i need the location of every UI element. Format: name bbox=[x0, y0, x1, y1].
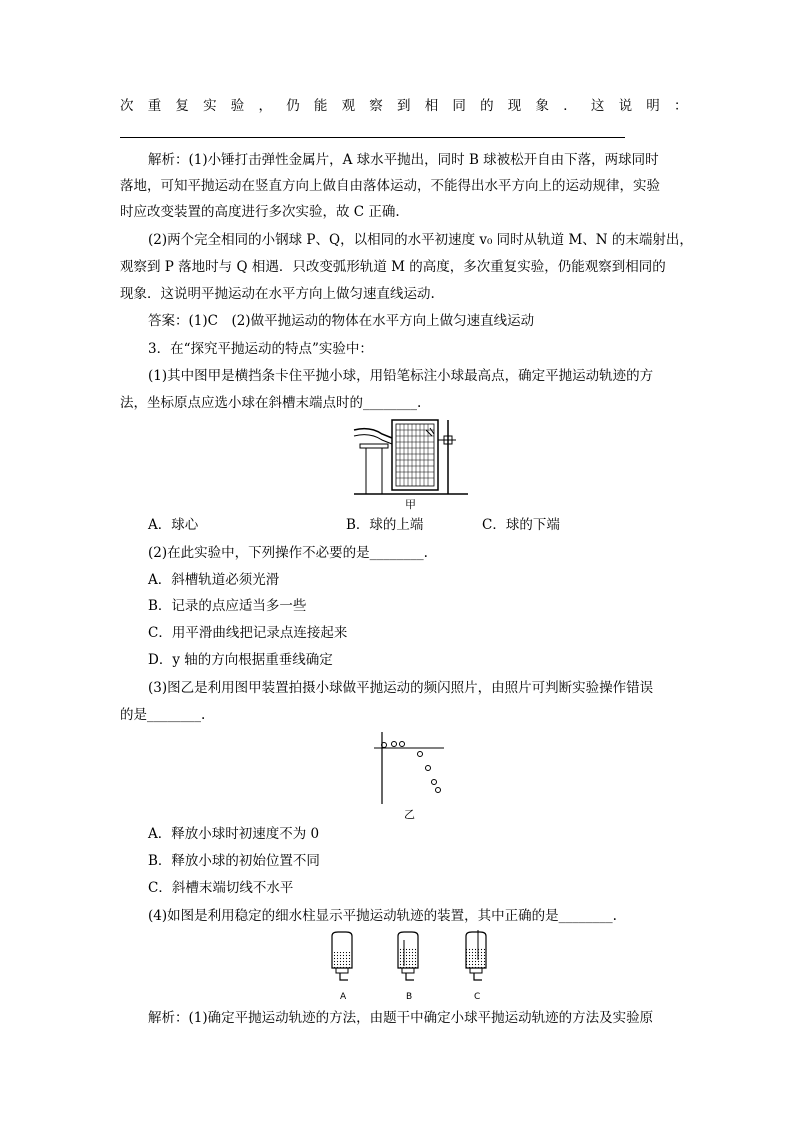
water-bottles-figure bbox=[324, 930, 496, 992]
text-line: 的是________. bbox=[120, 707, 206, 723]
text-line: (2)在此实验中，下列操作不必要的是________. bbox=[148, 545, 428, 561]
text-line: 法，坐标原点应选小球在斜槽末端点时的________. bbox=[120, 395, 422, 411]
text-line: 解析：(1)确定平抛运动轨迹的方法，由题干中确定小球平抛运动轨迹的方法及实验原 bbox=[148, 1010, 654, 1026]
answer-blank-line bbox=[120, 137, 625, 138]
text-line: 落地，可知平抛运动在竖直方向上做自由落体运动，不能得出水平方向上的运动规律，实验 bbox=[120, 178, 660, 194]
option-a: A．释放小球时初速度不为 0 bbox=[148, 826, 320, 842]
strobe-photo-figure-yi bbox=[372, 730, 448, 806]
figure-caption: 甲 bbox=[405, 498, 416, 511]
figure-caption: 乙 bbox=[404, 808, 415, 821]
text-line: 观察到 P 落地时与 Q 相遇．只改变弧形轨道 M 的高度，多次重复实验，仍能观察到相同的 bbox=[120, 259, 666, 275]
text-line: 时应改变装置的高度进行多次实验，故 C 正确. bbox=[120, 204, 400, 220]
text-line: 解析：(1)小锤打击弹性金属片，A 球水平抛出，同时 B 球被松开自由下落，两球同时 bbox=[148, 152, 659, 168]
question-heading: 3．在“探究平抛运动的特点”实验中： bbox=[148, 341, 373, 357]
text-line: 现象．这说明平抛运动在水平方向上做匀速直线运动. bbox=[120, 286, 435, 302]
option-c: C．斜槽末端切线不水平 bbox=[148, 880, 294, 896]
text-line: (2)两个完全相同的小钢球 P、Q，以相同的水平初速度 v₀ 同时从轨道 M、N 的末端射出， bbox=[148, 232, 693, 248]
option-d: D．y 轴的方向根据重垂线确定 bbox=[148, 652, 333, 668]
bottle-c-icon bbox=[466, 930, 486, 980]
bottle-a-icon bbox=[332, 932, 352, 980]
text-line: 次重复实验，仍能观察到相同的现象．这说明： bbox=[120, 98, 702, 114]
option-a: A．斜槽轨道必须光滑 bbox=[148, 572, 280, 588]
option-a: A．球心 bbox=[148, 517, 199, 533]
apparatus-figure-jia bbox=[352, 416, 470, 496]
option-b: B．球的上端 bbox=[346, 517, 424, 533]
bottle-b-icon bbox=[398, 932, 418, 980]
figure-label-c: C bbox=[474, 992, 481, 1002]
option-c: C．用平滑曲线把记录点连接起来 bbox=[148, 625, 348, 641]
text-line: (1)其中图甲是横挡条卡住平抛小球，用铅笔标注小球最高点，确定平抛运动轨迹的方 bbox=[148, 368, 654, 384]
figure-label-a: A bbox=[340, 992, 347, 1002]
option-b: B．释放小球的初始位置不同 bbox=[148, 853, 320, 869]
option-c: C．球的下端 bbox=[482, 517, 560, 533]
text-line: (3)图乙是利用图甲装置拍摄小球做平抛运动的频闪照片，由照片可判断实验操作错误 bbox=[148, 680, 654, 696]
option-b: B．记录的点应适当多一些 bbox=[148, 598, 307, 614]
figure-label-b: B bbox=[406, 992, 413, 1002]
text-line: (4)如图是利用稳定的细水柱显示平抛运动轨迹的装置，其中正确的是________. bbox=[148, 908, 617, 924]
text-line: 答案：(1)C (2)做平抛运动的物体在水平方向上做匀速直线运动 bbox=[148, 313, 535, 329]
